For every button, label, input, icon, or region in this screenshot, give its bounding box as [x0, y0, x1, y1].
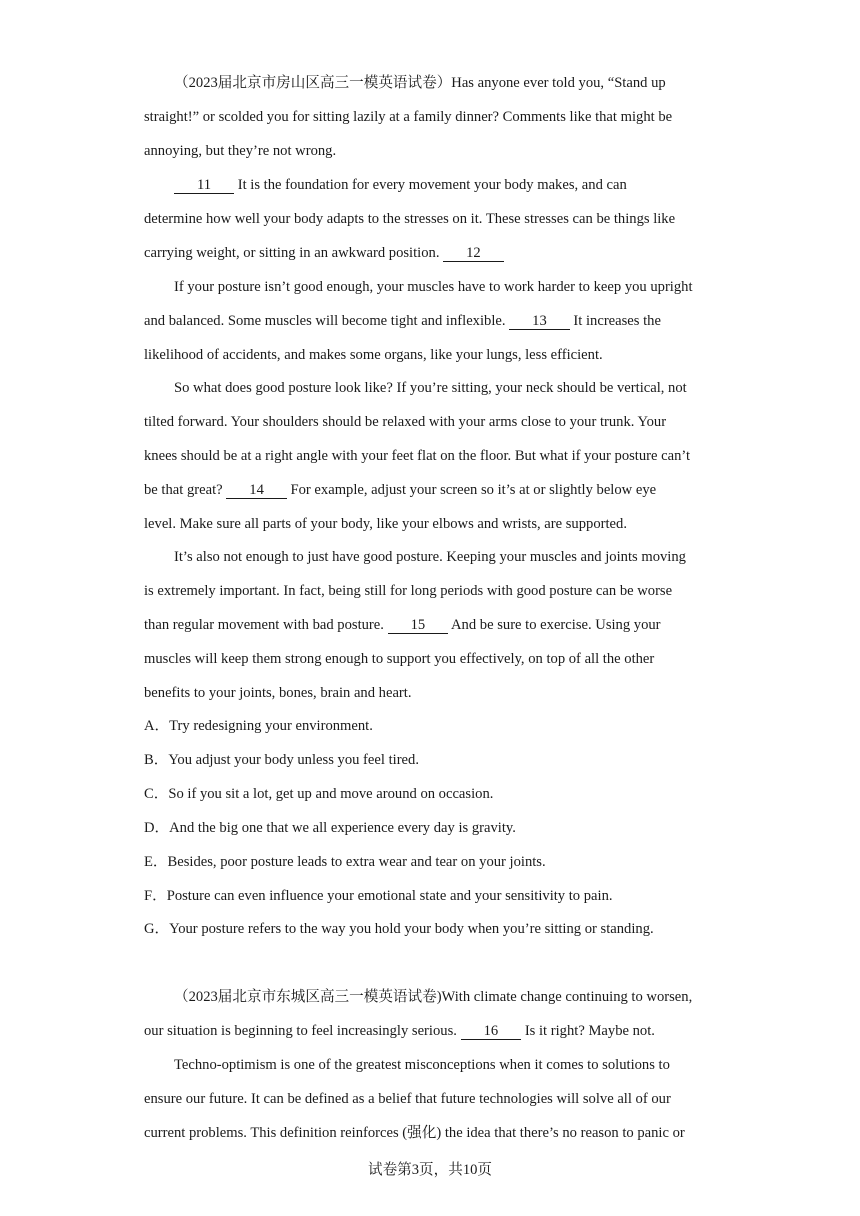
line-text: It is the foundation for every movement your body makes, and can [237, 177, 627, 193]
option-b: B．You adjust your body unless you feel tired. [144, 752, 419, 768]
passage2-line-4: ensure our future. It can be defined as a belief that future technologies will solve all of our [144, 1091, 671, 1107]
blank-12[interactable]: 12 [443, 245, 504, 262]
option-g: G．Your posture refers to the way you hold your body when you’re sitting or standing. [144, 921, 654, 937]
blank-13[interactable]: 13 [509, 313, 570, 330]
passage1-line-18: muscles will keep them strong enough to support you effectively, on top of all the other [144, 651, 655, 667]
page-footer: 试卷第3页，共10页 [367, 1162, 493, 1178]
blank-15[interactable]: 15 [388, 617, 449, 634]
passage1-line-14: level. Make sure all parts of your body, like your elbows and wrists, are supported. [144, 516, 627, 532]
blank-16[interactable]: 16 [461, 1023, 522, 1040]
passage1-line-13 [144, 480, 656, 500]
passage1-line-8 [144, 311, 661, 331]
option-a: A．Try redesigning your environment. [144, 718, 373, 734]
line-text: It increases the [573, 313, 661, 329]
passage1-line-15: It’s also not enough to just have good posture. Keeping your muscles and joints moving [174, 549, 686, 565]
passage1-line-10: So what does good posture look like? If you’re sitting, your neck should be vertical, not [174, 380, 687, 396]
line-text: And be sure to exercise. Using your [451, 617, 661, 633]
passage2-line-2 [144, 1021, 655, 1041]
line-text: Is it right? Maybe not. [524, 1023, 655, 1039]
passage2-line-5: current problems. This definition reinforces (强化) the idea that there’s no reason to panic or [144, 1125, 685, 1141]
passage1-line-6 [144, 243, 504, 263]
passage1-line-4 [174, 175, 627, 195]
line-text: For example, adjust your screen so it’s at or slightly below eye [290, 482, 657, 498]
passage1-line-9: likelihood of accidents, and makes some organs, like your lungs, less efficient. [144, 347, 603, 363]
line-text: be that great? [144, 482, 223, 498]
passage1-line-2: straight!” or scolded you for sitting lazily at a family dinner? Comments like that might be [144, 109, 673, 125]
line-text: carrying weight, or sitting in an awkward position. [144, 245, 440, 261]
passage1-line-16: is extremely important. In fact, being still for long periods with good posture can be worse [144, 583, 673, 599]
passage1-line-5: determine how well your body adapts to the stresses on it. These stresses can be things like [144, 211, 676, 227]
blank-11[interactable]: 11 [174, 177, 234, 194]
passage2-line-3: Techno-optimism is one of the greatest misconceptions when it comes to solutions to [174, 1057, 670, 1073]
blank-14[interactable]: 14 [226, 482, 287, 499]
passage1-line-3: annoying, but they’re not wrong. [144, 143, 337, 159]
option-e: E．Besides, poor posture leads to extra wear and tear on your joints. [144, 854, 546, 870]
passage1-line-17 [144, 615, 661, 635]
line-text: and balanced. Some muscles will become tight and inflexible. [144, 313, 506, 329]
passage1-line-1: （2023届北京市房山区高三一模英语试卷）Has anyone ever told you, “Stand up [174, 75, 666, 91]
passage1-line-11: tilted forward. Your shoulders should be relaxed with your arms close to your trunk. Your [144, 414, 667, 430]
passage1-line-12: knees should be at a right angle with your feet flat on the floor. But what if your posture can’t [144, 448, 691, 464]
line-text: than regular movement with bad posture. [144, 617, 384, 633]
option-f: F．Posture can even influence your emotional state and your sensitivity to pain. [144, 888, 613, 904]
passage2-line-1: （2023届北京市东城区高三一模英语试卷)With climate change continuing to worsen, [174, 989, 693, 1005]
line-text: our situation is beginning to feel increasingly serious. [144, 1023, 457, 1039]
option-d: D．And the big one that we all experience every day is gravity. [144, 820, 516, 836]
passage1-line-19: benefits to your joints, bones, brain and heart. [144, 685, 412, 701]
option-c: C．So if you sit a lot, get up and move around on occasion. [144, 786, 494, 802]
passage1-line-7: If your posture isn’t good enough, your muscles have to work harder to keep you upright [174, 279, 693, 295]
